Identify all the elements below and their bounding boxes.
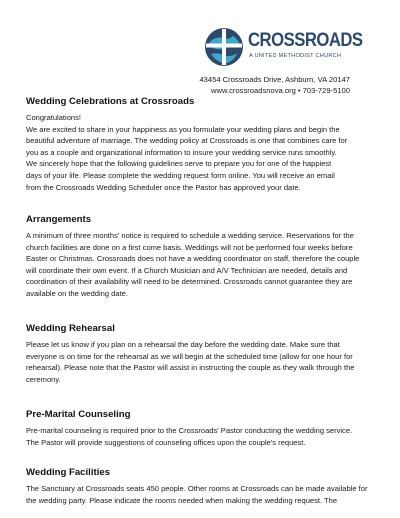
body-line: beautiful adventure of marriage. The wedding policy at Crossroads is one that combines care for (26, 136, 348, 146)
body-line: Please let us know if you plan on a rehearsal the day before the wedding date. Make sure that (26, 340, 340, 349)
section-body-arrangements (26, 230, 378, 300)
section-heading-arrangements: Arrangements (26, 214, 92, 225)
web-phone-line: www.crossroadsnova.org • 703-729-5100 (210, 86, 350, 95)
body-line: The Sanctuary at Crossroads seats 450 people. Other rooms at Crossroads can be made available for (26, 484, 368, 493)
body-line: available on the wedding date. (26, 288, 128, 298)
body-line: will coordinate their own event. If a Church Musician and A/V Technician are needed, details and (26, 265, 348, 275)
body-line: Easter or Christmas. Crossroads does not have a wedding coordinator on staff, therefore the couple (26, 254, 360, 264)
logo-wordmark: CROSSROADS (248, 30, 363, 51)
body-line: you as a couple and organizational information to insure your wedding service runs smoothly. (26, 147, 337, 157)
body-line: Congratulations! (26, 113, 81, 122)
body-line: church facilities are done on a first come basis. Weddings will not be performed four weeks before (26, 242, 353, 252)
body-line: rehearsal). Please note that the Pastor will assist in instructing the couple as they walk through the (26, 363, 355, 373)
body-line: coordination of their availability will need to be determined. Crossroads cannot guarantee they are (26, 277, 353, 287)
crossroads-globe-icon (203, 26, 245, 68)
body-line: from the Crossroads Wedding Scheduler once the Pastor has approved your date. (26, 182, 301, 192)
contact-block (199, 74, 350, 96)
section-body-celebrations (26, 112, 378, 193)
section-body-counseling (26, 425, 378, 448)
body-line: We sincerely hope that the following guidelines serve to prepare you for one of the happiest (26, 159, 332, 169)
body-line: The Pastor will provide suggestions of counseling offices upon the couple's request. (26, 437, 306, 447)
address-line: 43454 Crossroads Drive, Ashburn, VA 20147 (199, 75, 350, 84)
section-body-facilities (26, 483, 378, 506)
body-line: We are excited to share in your happiness as you formulate your wedding plans and begin the (26, 124, 340, 134)
section-heading-counseling: Pre-Marital Counseling (26, 409, 131, 420)
section-heading-rehearsal: Wedding Rehearsal (26, 323, 115, 334)
body-line: days of your life. Please complete the wedding request form online. You will receive an email (26, 170, 335, 180)
body-line: ceremony. (26, 374, 61, 384)
section-body-rehearsal (26, 339, 378, 385)
section-heading-celebrations: Wedding Celebrations at Crossroads (26, 96, 195, 107)
logo-subtitle: A UNITED METHODIST CHURCH (249, 53, 342, 59)
body-line: everyone is on time for the rehearsal as we will begin at the scheduled time (allow for one hour for (26, 351, 353, 361)
section-heading-facilities: Wedding Facilities (26, 467, 111, 478)
church-logo (203, 26, 363, 70)
body-line: the wedding party. Please indicate the rooms needed when making the wedding request. The (26, 495, 338, 505)
body-line: Pre-marital counseling is required prior to the Crossroads' Pastor conducting the wedding service. (26, 426, 353, 435)
body-line: A minimum of three months' notice is required to schedule a wedding service. Reservations for the (26, 231, 354, 240)
